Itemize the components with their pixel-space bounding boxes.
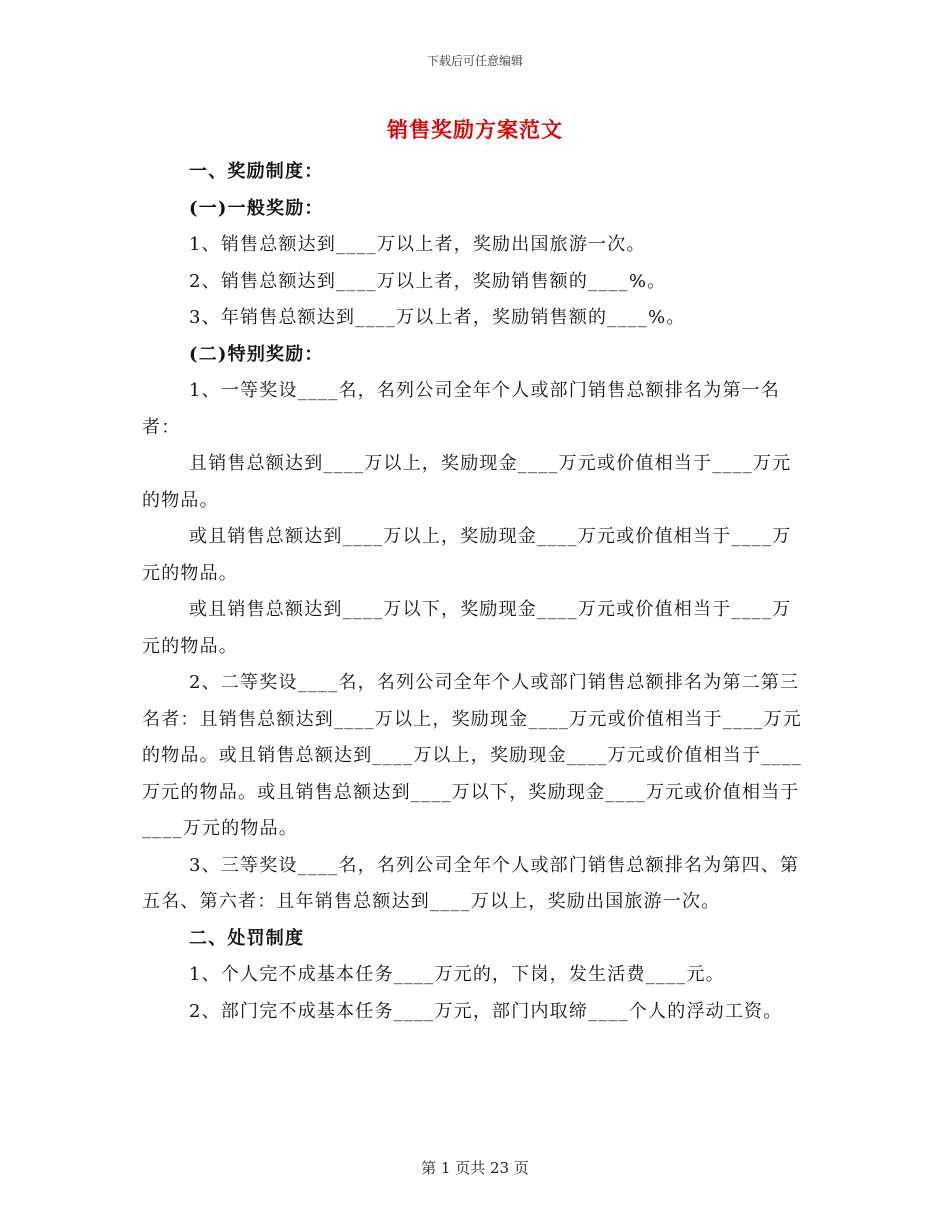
- penalty-item-2: 2、部门完不成基本任务____万元，部门内取缔____个人的浮动工资。: [189, 1000, 783, 1022]
- general-reward-item-3: 3、年销售总额达到____万以上者，奖励销售额的____%。: [189, 307, 686, 328]
- subsection-heading-general-reward: (一)一般奖励：: [189, 197, 324, 219]
- document-body: [142, 154, 810, 1030]
- page-number-footer: 第 1 页共 23 页: [421, 1159, 529, 1177]
- penalty-item-1: 1、个人完不成基本任务____万元的，下岗，发生活费____元。: [189, 964, 725, 985]
- section-heading-penalty-system: 二、处罚制度: [189, 927, 305, 949]
- subsection-heading-special-reward: (二)特别奖励：: [189, 343, 324, 365]
- section-heading-reward-system: 一、奖励制度：: [189, 161, 324, 182]
- first-prize-condition-3: 或且销售总额达到____万以下，奖励现金____万元或价值相当于____万元的物品。: [142, 599, 792, 657]
- first-prize-intro: 1、一等奖设____名，名列公司全年个人或部门销售总额排名为第一名者：: [142, 380, 781, 438]
- second-prize-paragraph: 2、二等奖设____名，名列公司全年个人或部门销售总额排名为第二第三名者：且销售总额达到____万以上，奖励现金____万元或价值相当于____万元的物品。或且销售总额达到____万以上，奖励现金____万元或价值相当于____万元的物品。或且销售总额达到____万以下，奖励现金____万元或价值相当于____万元的物品。: [142, 672, 802, 839]
- first-prize-condition-2: 或且销售总额达到____万以上，奖励现金____万元或价值相当于____万元的物品。: [142, 526, 792, 584]
- third-prize-paragraph: 3、三等奖设____名，名列公司全年个人或部门销售总额排名为第四、第五名、第六者：且年销售总额达到____万以上，奖励出国旅游一次。: [142, 854, 800, 912]
- general-reward-item-1: 1、销售总额达到____万以上者，奖励出国旅游一次。: [189, 234, 646, 255]
- first-prize-condition-1: 且销售总额达到____万以上，奖励现金____万元或价值相当于____万元的物品。: [142, 453, 792, 511]
- general-reward-item-2: 2、销售总额达到____万以上者，奖励销售额的____%。: [189, 270, 667, 292]
- document-title: 销售奖励方案范文: [387, 117, 563, 142]
- page-header-note: 下载后可任意编辑: [426, 54, 523, 68]
